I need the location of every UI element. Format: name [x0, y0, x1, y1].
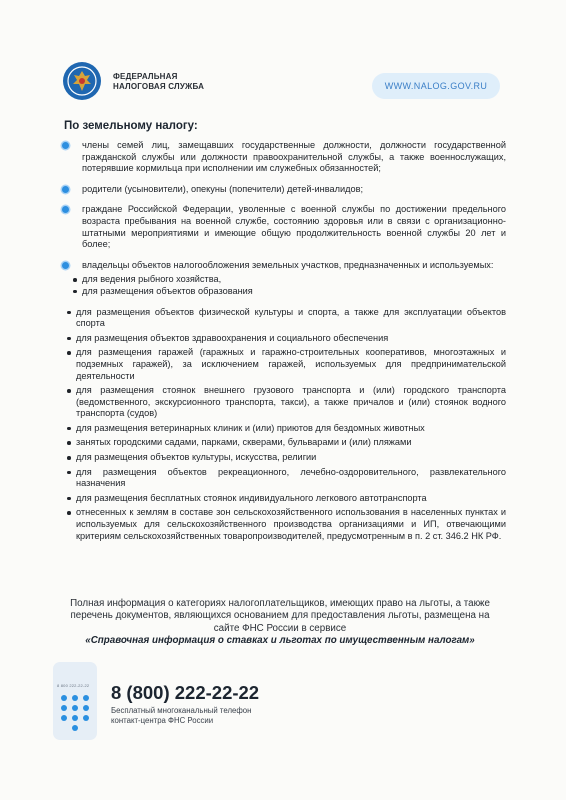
sub-list-item: для ведения рыбного хозяйства, [58, 274, 506, 286]
site-link[interactable]: WWW.NALOG.GOV.RU [372, 73, 500, 99]
list-item: граждане Российской Федерации, уволенные с военной службы по достижении предельного возраста пребывания на военной службе, состоянию здоровья или в связи с организационно-штатными мероприятиями и имеющие общую продолжительность военной службы 20 лет и более; [58, 204, 506, 250]
dot-icon [67, 311, 71, 315]
sub-list-item: для размещения объектов здравоохранения и социального обеспечения [58, 333, 506, 345]
phone-number[interactable]: 8 (800) 222-22-22 [111, 682, 260, 703]
section-title: По земельному налогу: [64, 120, 198, 132]
bullet-icon [62, 262, 69, 269]
org-name [113, 72, 204, 92]
service-link[interactable]: «Справочная информация о ставках и льготах по имущественным налогам» [85, 635, 475, 647]
org-name-line1: ФЕДЕРАЛЬНАЯ [113, 72, 178, 81]
dot-icon [67, 497, 71, 501]
phone-mini-label: 8 800 222-22-22 [57, 683, 90, 688]
sub-list-item: для размещения бесплатных стоянок индивидуального легкового автотранспорта [58, 493, 506, 505]
sub-list-item: занятых городскими садами, парками, скверами, бульварами и (или) пляжами [58, 437, 506, 449]
sub-list-item: для размещения объектов рекреационного, лечебно-оздоровительного, развлекательного назначения [58, 467, 506, 490]
dot-icon [67, 471, 71, 475]
bullet-icon [62, 186, 69, 193]
dot-icon [67, 456, 71, 460]
dot-icon [67, 441, 71, 445]
dot-icon [67, 389, 71, 393]
sub-list-item: для размещения объектов образования [58, 286, 506, 298]
dot-icon [67, 427, 71, 431]
sub-list-item: для размещения ветеринарных клиник и (или) приютов для бездомных животных [58, 423, 506, 435]
dot-icon [67, 351, 71, 355]
benefit-list [58, 140, 506, 542]
list-item: владельцы объектов налогообложения земельных участков, предназначенных и используемых: [58, 260, 506, 272]
bullet-icon [62, 142, 69, 149]
info-text: Полная информация о категориях налогоплательщиков, имеющих право на льготы, а также перечень документов, являющихся основанием для предоставления льготы, размещена на сайте ФНС России в сервисе [70, 598, 490, 634]
dot-icon [73, 290, 77, 294]
dot-icon [73, 278, 77, 282]
sub-list-item: для размещения стоянок внешнего грузового транспорта и (или) городского транспорта (ведомственного, экскурсионного транспорта, такси), а также причалов и (или) стоянок водного транспорта (судов) [58, 385, 506, 420]
sub-list-item: отнесенных к землям в составе зон сельскохозяйственного использования в населенных пунктах и используемых для сельскохозяйственного производства организациями и ИП, отвечающими критериям сельскохозяйственных товаропроизводителей, предусмотренным в п. 2 ст. 346.2 НК РФ. [58, 507, 506, 542]
info-block [70, 598, 490, 648]
org-name-line2: НАЛОГОВАЯ СЛУЖБА [113, 82, 205, 91]
phone-keypad-icon [53, 662, 97, 740]
sub-list-item: для размещения объектов культуры, искусства, религии [58, 452, 506, 464]
dot-icon [67, 337, 71, 341]
dot-icon [67, 511, 71, 515]
fns-emblem-icon [63, 62, 101, 100]
phone-caption: Бесплатный многоканальный телефон контакт-центра ФНС России [111, 706, 252, 725]
list-item: родители (усыновители), опекуны (попечители) детей-инвалидов; [58, 184, 506, 196]
sub-list-item: для размещения гаражей (гаражных и гаражно-строительных кооперативов, многоэтажных и подземных гаражей), за исключением гаражей, используемых для предпринимательской деятельности [58, 347, 506, 382]
bullet-icon [62, 206, 69, 213]
sub-list-item: для размещения объектов физической культуры и спорта, а также для эксплуатации объектов спорта [58, 307, 506, 330]
list-item: члены семей лиц, замещавших государственные должности, должности государственной гражданской службы или должности правоохранительной службы, а также военнослужащих, потерявшие кормильца при исполнении им служебных обязанностей; [58, 140, 506, 175]
